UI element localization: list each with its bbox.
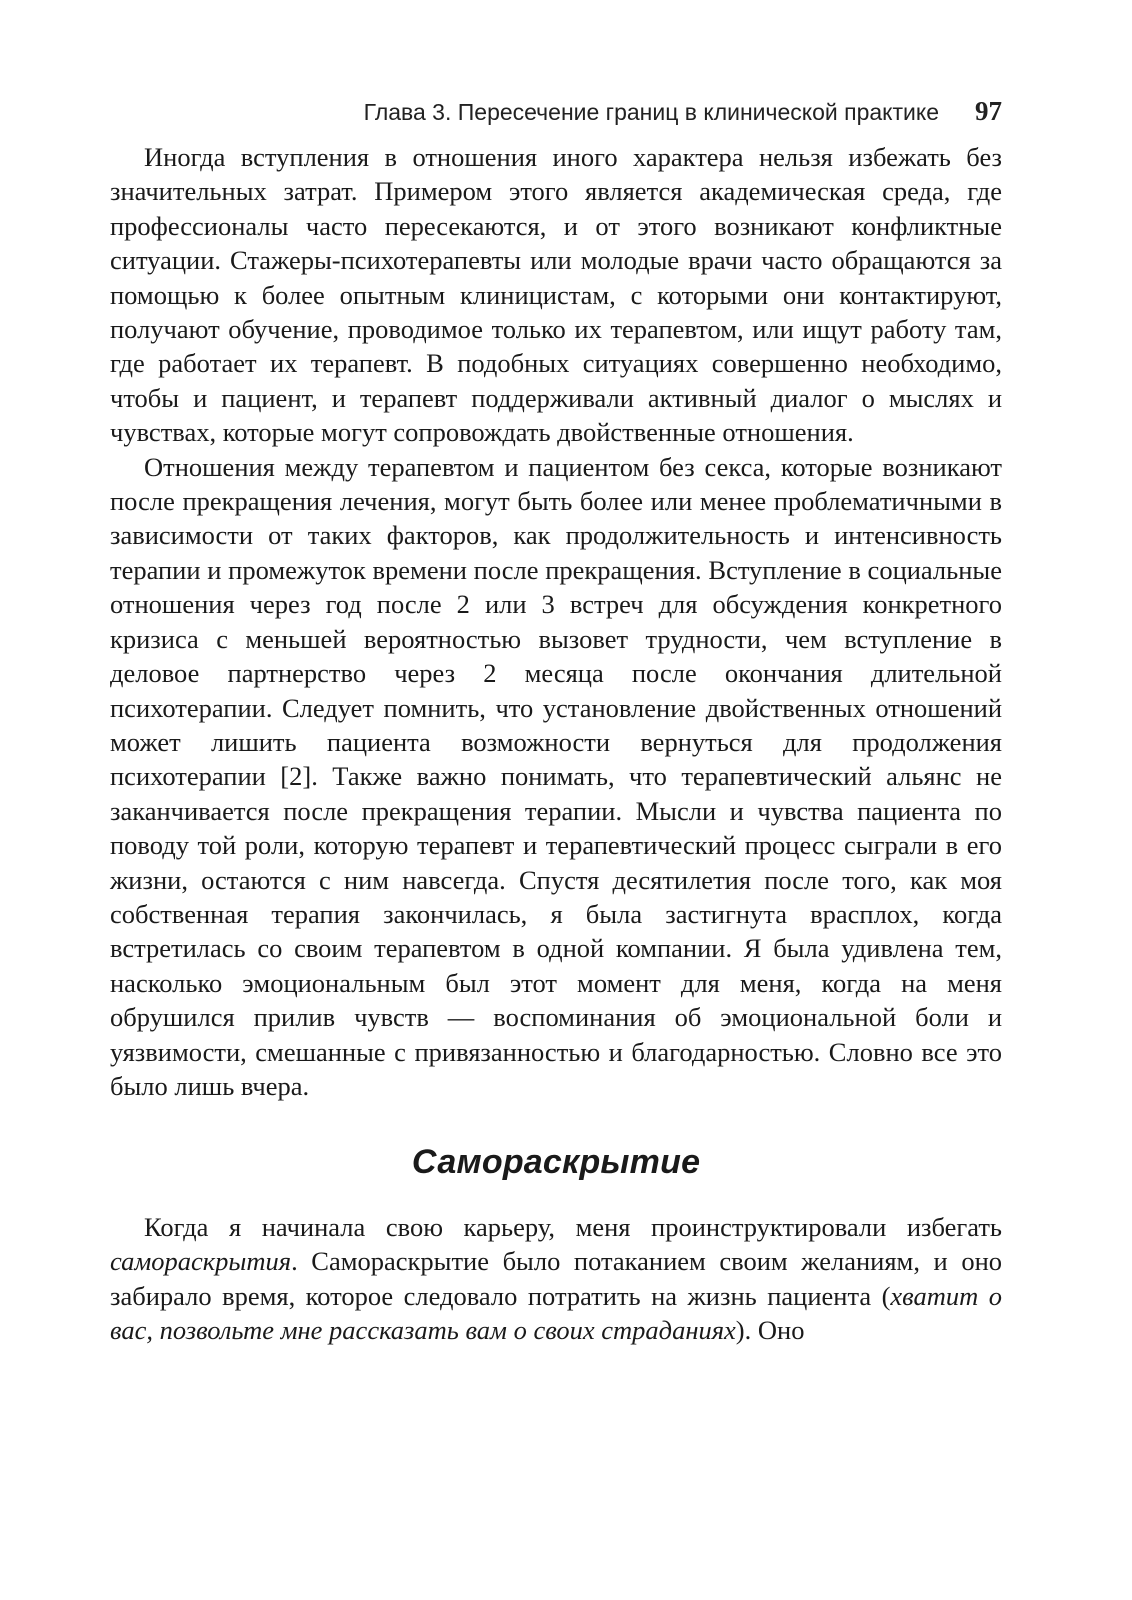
italic-quote: хватит о вас, позвольте мне рассказать вам о своих страданиях (110, 1280, 1003, 1345)
paragraph-3-text-c: ). Оно (735, 1315, 805, 1345)
page-number: 97 (975, 96, 1002, 126)
running-header (110, 96, 1002, 140)
book-page (110, 96, 1002, 1347)
body-text (110, 140, 1002, 1347)
section-heading: Самораскрытие (411, 1143, 701, 1182)
paragraph-3-text-b: . Самораскрытие было потаканием своим желаниям, и оно забирало время, которое следовало потратить на жизнь пациента ( (110, 1246, 1002, 1311)
paragraph-1: Иногда вступления в отношения иного характера нельзя избежать без значительных затрат. Примером этого является академическая среда, где профессионалы часто пересекаются, и от этого возникают конфликтные ситуации. Стажеры-психотерапевты или молодые врачи часто обращаются за помощью к более опытным клиницистам, с которыми они контактируют, получают обучение, проводимое только их терапевтом, или ищут работу там, где работает их терапевт. В подобных ситуациях совершенно необходимо, чтобы и пациент, и терапевт поддерживали активный диалог о мыслях и чувствах, которые могут сопровождать двойственные отношения. (110, 142, 1002, 448)
paragraph-3 (110, 1210, 1002, 1348)
chapter-title: Глава 3. Пересечение границ в клинической практике (363, 99, 939, 125)
paragraph-2: Отношения между терапевтом и пациентом без секса, которые возникают после прекращения лечения, могут быть более или менее проблематичными в зависимости от таких факторов, как продолжительность и интенсивность терапии и промежуток времени после прекращения. Вступление в социальные отношения через год после 2 или 3 встреч для обсуждения конкретного кризиса с меньшей вероятностью вызовет трудности, чем вступление в деловое партнерство через 2 месяца после окончания длительной психотерапии. Следует помнить, что установление двойственных отношений может лишить пациента возможности вернуться для продолжения психотерапии [2]. Также важно понимать, что терапевтический альянс не заканчивается после прекращения терапии. Мысли и чувства пациента по поводу той роли, которую терапевт и терапевтический процесс сыграли в его жизни, остаются с ним навсегда. Спустя десятилетия после того, как моя собственная терапия закончилась, я была застигнута врасплох, когда встретилась со своим терапевтом в одной компании. Я была удивлена тем, насколько эмоциональным был этот момент для меня, когда на меня обрушился прилив чувств — воспоминания об эмоциональной боли и уязвимости, смешанные с привязанностью и благодарностью. Словно все это было лишь вчера. (110, 451, 1002, 1101)
paragraph-3-text-a: Когда я начинала свою карьеру, меня проинструктировали избегать (144, 1211, 1002, 1242)
italic-term: самораскрытия (110, 1246, 292, 1277)
